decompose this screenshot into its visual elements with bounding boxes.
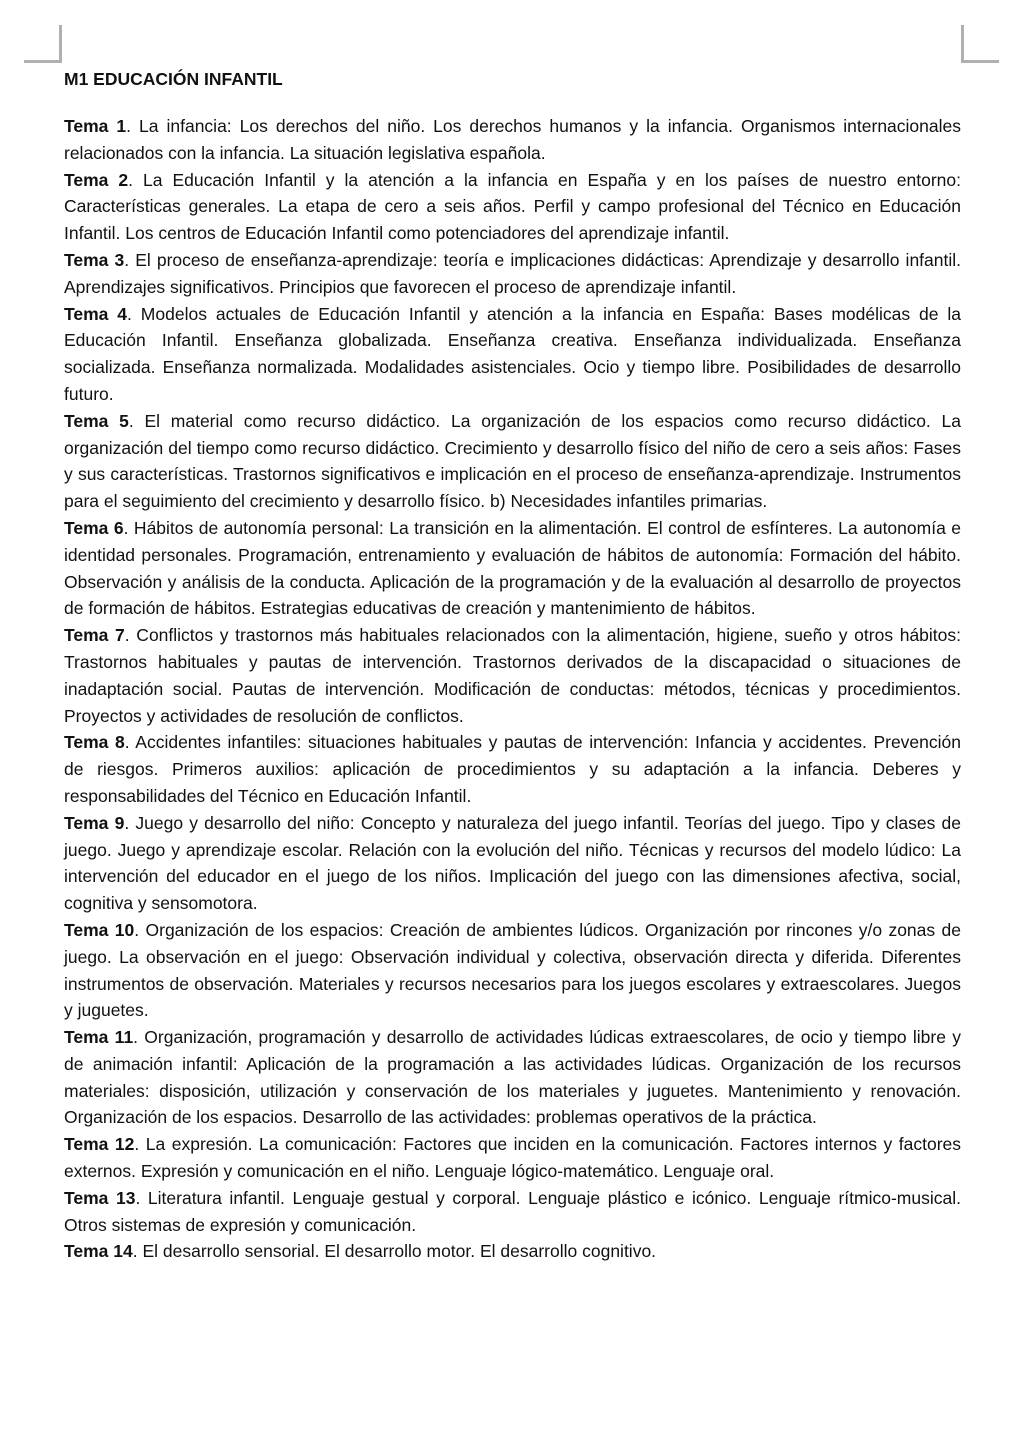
topic-label: Tema 8 [64, 732, 125, 753]
topic-label: Tema 14 [64, 1241, 133, 1262]
topic-text: . Modelos actuales de Educación Infantil y atención a la infancia en España: Bases modélicas de la Educación Infantil. Enseñanza globalizada. Enseñanza creativa. Enseñanza individualizada. Enseñanza socializada. Enseñanza normalizada. Modalidades asistenciales. Ocio y tiempo libre. Posibilidades de desarrollo futuro. [64, 303, 961, 404]
topic-label: Tema 2 [64, 169, 129, 190]
topic-text: . Literatura infantil. Lenguaje gestual y corporal. Lenguaje plástico e icónico. Lenguaje rítmico-musical. Otros sistemas de expresión y comunicación. [64, 1187, 961, 1235]
topic-item [64, 408, 961, 515]
topic-label: Tema 3 [64, 249, 125, 270]
topic-label: Tema 1 [64, 116, 127, 136]
topic-item [64, 1185, 961, 1239]
topic-label: Tema 5 [64, 410, 129, 431]
document-page [64, 66, 961, 1265]
crop-mark-top-left-vertical [59, 25, 62, 63]
topic-item [64, 729, 961, 809]
topic-text: . El desarrollo sensorial. El desarrollo motor. El desarrollo cognitivo. [132, 1241, 657, 1262]
crop-mark-top-right-horizontal [961, 60, 999, 63]
topic-label: Tema 11 [64, 1027, 134, 1048]
topic-text: . El material como recurso didáctico. La organización de los espacios como recurso didáctico. La organización del tiempo como recurso didáctico. Crecimiento y desarrollo físico del niño de cero a seis años: Fases y sus características. Trastornos significativos e implicación en el proceso de enseñanza-aprendizaje. Instrumentos para el seguimiento del crecimiento y desarrollo físico. b) Necesidades infantiles primarias. [64, 410, 961, 512]
topic-item [64, 515, 961, 622]
crop-mark-top-left-horizontal [24, 60, 62, 63]
topic-label: Tema 6 [64, 517, 124, 538]
topic-label: Tema 10 [64, 919, 135, 940]
topic-item [64, 167, 961, 247]
topic-list [64, 113, 961, 1265]
topic-item [64, 1238, 961, 1265]
document-title: M1 EDUCACIÓN INFANTIL [64, 69, 283, 89]
topic-text: . Organización de los espacios: Creación de ambientes lúdicos. Organización por rincones y/o zonas de juego. La observación en el juego: Observación individual y colectiva, observación directa y diferida. Diferentes instrumentos de observación. Materiales y recursos necesarios para los juegos escolares y extraescolares. Juegos y juguetes. [64, 919, 961, 1021]
topic-item [64, 247, 961, 301]
topic-text: . Accidentes infantiles: situaciones habituales y pautas de intervención: Infancia y accidentes. Prevención de riesgos. Primeros auxilios: aplicación de procedimientos y su adaptación a la infancia. Deberes y responsabilidades del Técnico en Educación Infantil. [64, 732, 961, 806]
topic-item [64, 113, 961, 167]
crop-mark-top-right-vertical [961, 25, 964, 63]
topic-text: . La Educación Infantil y la atención a la infancia en España y en los países de nuestro entorno: Características generales. La etapa de cero a seis años. Perfil y campo profesional del Técnico en Educación Infantil. Los centros de Educación Infantil como potenciadores del aprendizaje infantil. [64, 169, 961, 244]
topic-label: Tema 9 [64, 812, 125, 833]
topic-text: . Organización, programación y desarrollo de actividades lúdicas extraescolares, de ocio y tiempo libre y de animación infantil: Aplicación de la programación a las actividades lúdicas. Organización de los recursos materiales: disposición, utilización y conservación de los materiales y juguetes. Mantenimiento y renovación. Organización de los espacios. Desarrollo de las actividades: problemas operativos de la práctica. [64, 1027, 961, 1128]
topic-label: Tema 4 [64, 303, 128, 324]
topic-text: . La expresión. La comunicación: Factores que inciden en la comunicación. Factores internos y factores externos. Expresión y comunicación en el niño. Lenguaje lógico-matemático. Lenguaje oral. [64, 1134, 961, 1182]
topic-item [64, 917, 961, 1024]
topic-text: . Juego y desarrollo del niño: Concepto y naturaleza del juego infantil. Teorías del juego. Tipo y clases de juego. Juego y aprendizaje escolar. Relación con la evolución del niño. Técnicas y recursos del modelo lúdico: La intervención del educador en el juego de los niños. Implicación del juego con las dimensiones afectiva, social, cognitiva y sensomotora. [64, 812, 961, 914]
topic-text: . Conflictos y trastornos más habituales relacionados con la alimentación, higiene, sueño y otros hábitos: Trastornos habituales y pautas de intervención. Trastornos derivados de la discapacidad o situaciones de inadaptación social. Pautas de intervención. Modificación de conductas: métodos, técnicas y procedimientos. Proyectos y actividades de resolución de conflictos. [64, 625, 962, 726]
topic-item [64, 1131, 961, 1185]
topic-item [64, 810, 961, 917]
topic-text: . Hábitos de autonomía personal: La transición en la alimentación. El control de esfínteres. La autonomía e identidad personales. Programación, entrenamiento y evaluación de hábitos de autonomía: Formación del hábito. Observación y análisis de la conducta. Aplicación de la programación y de la evaluación al desarrollo de proyectos de formación de hábitos. Estrategias educativas de creación y mantenimiento de hábitos. [64, 517, 961, 619]
topic-text: . La infancia: Los derechos del niño. Los derechos humanos y la infancia. Organismos internacionales relacionados con la infancia. La situación legislativa española. [64, 116, 961, 163]
topic-text: . El proceso de enseñanza-aprendizaje: teoría e implicaciones didácticas: Aprendizaje y desarrollo infantil. Aprendizajes significativos. Principios que favorecen el proceso de aprendizaje infantil. [64, 249, 962, 297]
topic-label: Tema 12 [64, 1134, 135, 1155]
topic-item [64, 301, 961, 408]
topic-label: Tema 7 [64, 625, 125, 646]
topic-item [64, 1024, 961, 1131]
topic-item [64, 622, 961, 729]
topic-label: Tema 13 [64, 1187, 136, 1208]
